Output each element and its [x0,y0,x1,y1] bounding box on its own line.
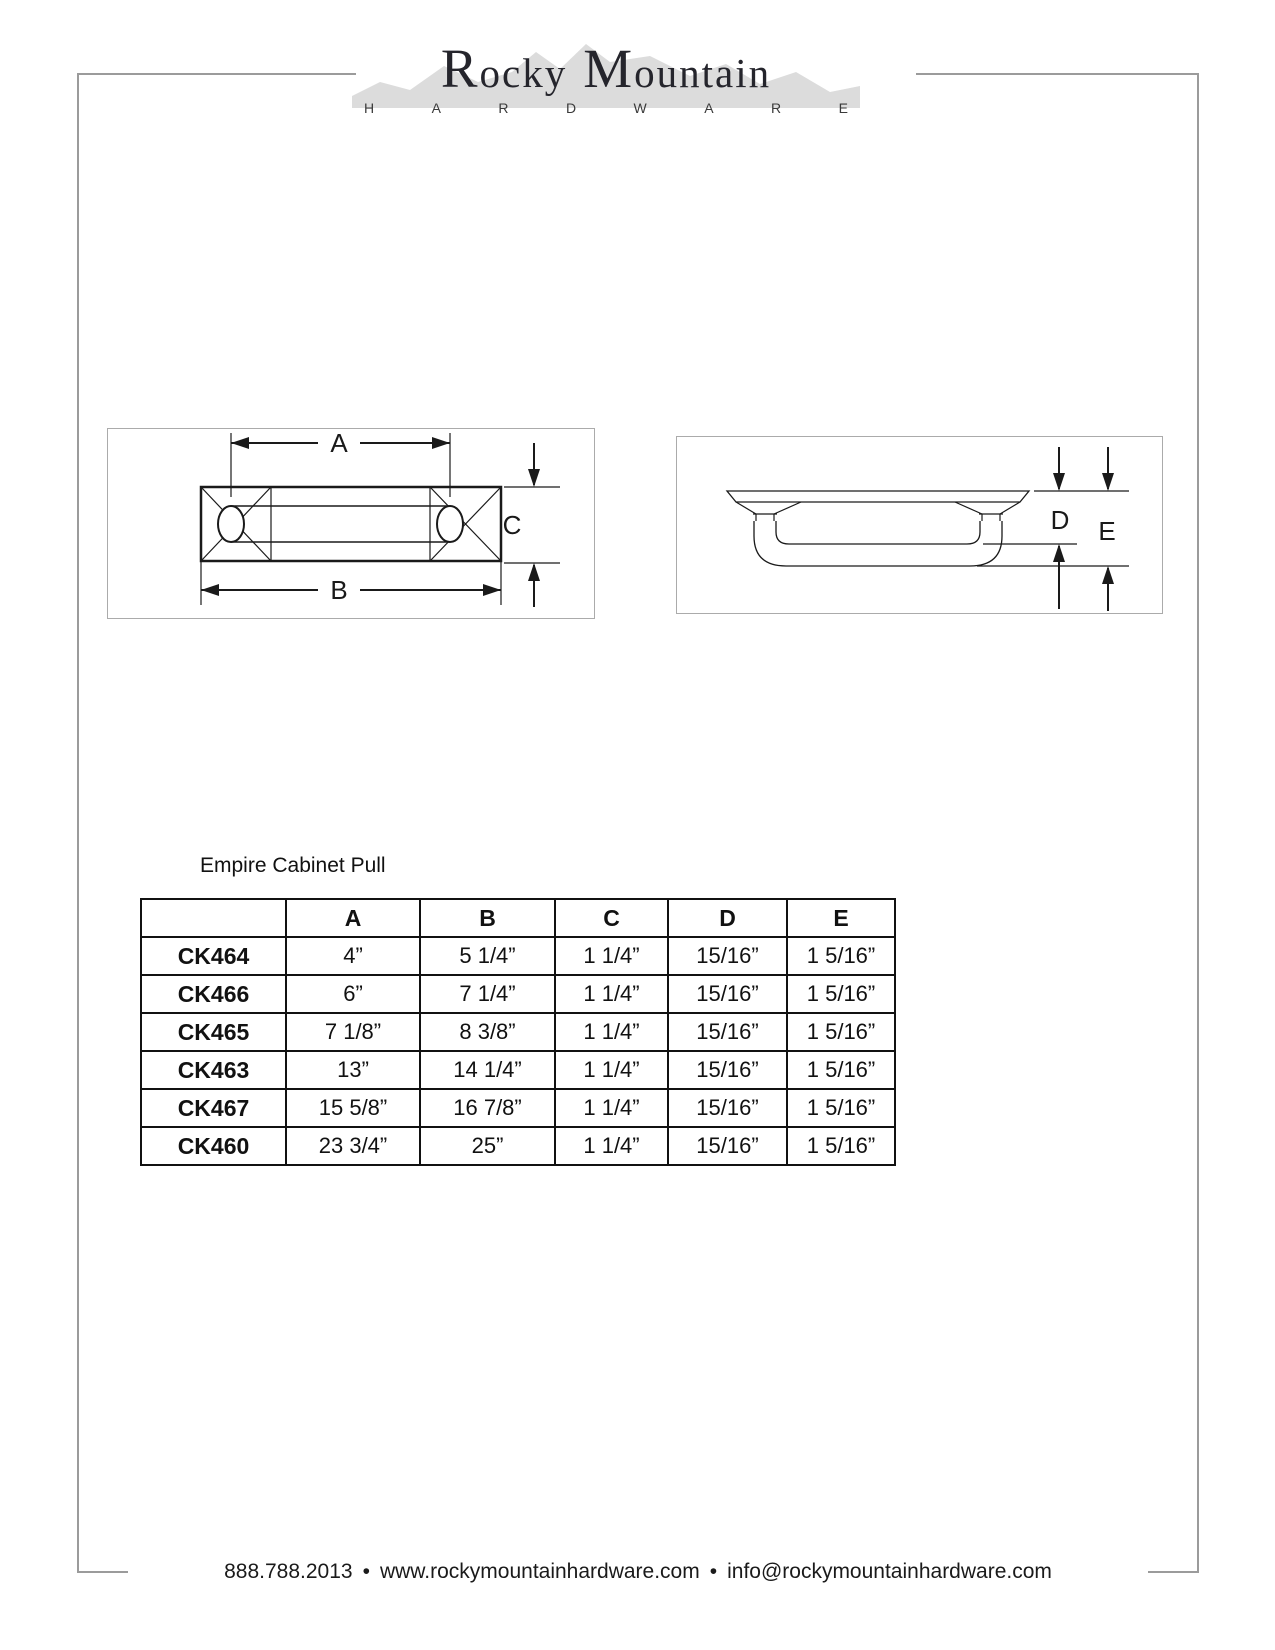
logo-subtitle-letter: H [364,100,375,116]
logo-subtitle-letter: R [771,100,782,116]
right-post-outer-flare [1000,502,1020,514]
dim-c-value: 1 1/4” [555,975,668,1013]
logo-subtitle-letter: R [498,100,509,116]
dim-d-value: 15/16” [668,1089,787,1127]
dim-label-e: E [1098,516,1116,546]
dim-label-b: B [330,575,348,605]
dim-c-arrowhead-down [528,469,540,487]
dim-label-c: C [502,510,522,540]
dim-b-value: 25” [420,1127,555,1165]
dim-c-value: 1 1/4” [555,1089,668,1127]
dim-e-value: 1 5/16” [787,1089,895,1127]
product-code: CK467 [141,1089,286,1127]
dim-label-a: A [330,429,348,458]
dim-a-arrowhead-right [432,437,450,449]
dim-label-d: D [1050,505,1070,535]
table-row [141,1051,895,1089]
logo-subtitle-letter: E [838,100,848,116]
col-header-c: C [555,899,668,937]
rocky-mountain-logo [352,34,860,126]
col-header-e: E [787,899,895,937]
right-post-inner-flare [955,502,982,514]
dim-b-value: 16 7/8” [420,1089,555,1127]
dim-a-arrowhead-left [231,437,249,449]
table-row [141,1089,895,1127]
dim-e-value: 1 5/16” [787,1013,895,1051]
frame-top-left-segment [77,73,356,75]
logo-subtitle-letter: D [565,100,577,116]
dim-b-value: 8 3/8” [420,1013,555,1051]
product-title: Empire Cabinet Pull [200,854,386,877]
dim-d-value: 15/16” [668,1127,787,1165]
dim-d-arrowhead-up [1053,544,1065,562]
backplate-side-profile [727,491,1029,502]
dim-d-arrowhead-down [1053,473,1065,491]
dim-c-value: 1 1/4” [555,1013,668,1051]
plan-view-drawing [108,429,594,618]
side-view-drawing [677,437,1162,613]
dim-c-value: 1 1/4” [555,1051,668,1089]
dim-a-value: 13” [286,1051,420,1089]
dim-b-value: 14 1/4” [420,1051,555,1089]
product-code: CK460 [141,1127,286,1165]
dim-c-arrowhead-up [528,563,540,581]
dimensions-table [140,898,896,1166]
footer-separator: • [709,1560,718,1583]
left-post-inner-flare [774,502,801,514]
logo-wordmark [352,34,860,108]
mounting-hole-right [437,506,463,542]
plan-view-diagram-panel [107,428,595,619]
product-code: CK464 [141,937,286,975]
dim-c-value: 1 1/4” [555,1127,668,1165]
frame-left [77,73,79,1573]
dim-a-value: 7 1/8” [286,1013,420,1051]
table-row [141,1013,895,1051]
logo-word-mountain: Mountain [583,38,772,99]
dim-d-value: 15/16” [668,1013,787,1051]
logo-subtitle-letter: A [431,100,441,116]
dim-d-value: 15/16” [668,1051,787,1089]
dim-e-arrowhead-up [1102,566,1114,584]
dim-d-value: 15/16” [668,975,787,1013]
footer-phone: 888.788.2013 [224,1560,353,1583]
col-header-blank [141,899,286,937]
table-row [141,937,895,975]
dim-b-value: 7 1/4” [420,975,555,1013]
col-header-a: A [286,899,420,937]
dim-b-arrowhead-left [201,584,219,596]
frame-top-right-segment [916,73,1199,75]
dim-e-value: 1 5/16” [787,975,895,1013]
logo-word-rocky: Rocky [440,38,568,99]
logo-subtitle-hardware [364,100,848,116]
table-header-row [141,899,895,937]
footer-website: www.rockymountainhardware.com [379,1560,700,1583]
product-code: CK463 [141,1051,286,1089]
dim-e-arrowhead-down [1102,473,1114,491]
dim-a-value: 15 5/8” [286,1089,420,1127]
dim-b-arrowhead-right [483,584,501,596]
logo-subtitle-letter: A [704,100,714,116]
side-view-diagram-panel [676,436,1163,614]
handle-inner-contour [776,521,980,544]
col-header-b: B [420,899,555,937]
col-header-d: D [668,899,787,937]
dim-e-value: 1 5/16” [787,1127,895,1165]
table-row [141,1127,895,1165]
dim-d-value: 15/16” [668,937,787,975]
dim-b-value: 5 1/4” [420,937,555,975]
dim-a-value: 23 3/4” [286,1127,420,1165]
footer-email: info@rockymountainhardware.com [727,1560,1052,1583]
table-row [141,975,895,1013]
dim-a-value: 6” [286,975,420,1013]
product-code: CK465 [141,1013,286,1051]
footer-contact-line [77,1560,1199,1584]
mounting-hole-left [218,506,244,542]
dim-e-value: 1 5/16” [787,1051,895,1089]
product-code: CK466 [141,975,286,1013]
footer-separator: • [362,1560,370,1583]
dim-c-value: 1 1/4” [555,937,668,975]
frame-right [1197,73,1199,1573]
logo-subtitle-letter: W [633,100,647,116]
dim-a-value: 4” [286,937,420,975]
dim-e-value: 1 5/16” [787,937,895,975]
left-post-outer-flare [736,502,756,514]
